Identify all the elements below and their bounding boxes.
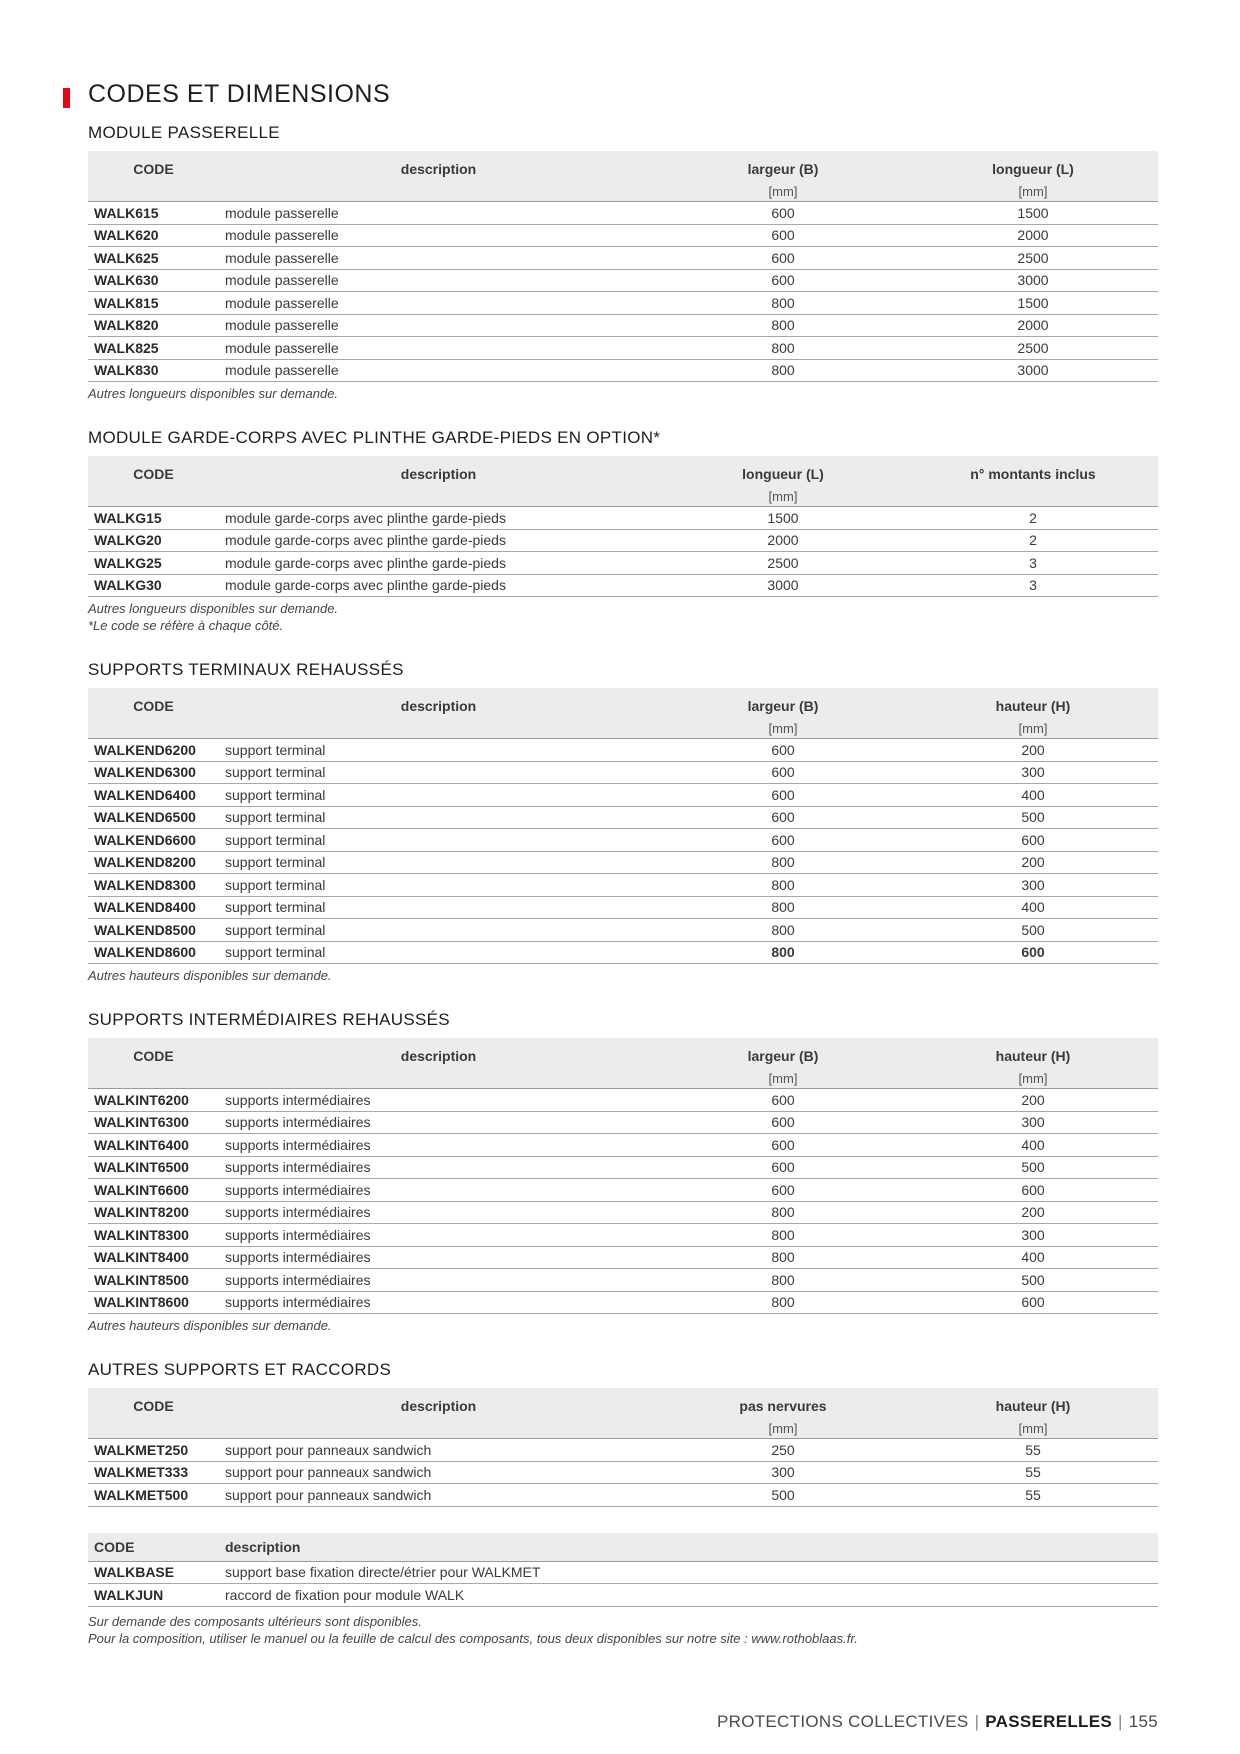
cell-code: WALKINT8500 bbox=[88, 1269, 219, 1292]
data-table bbox=[88, 688, 1158, 964]
cell-description: supports intermédiaires bbox=[219, 1291, 658, 1314]
cell-value: 600 bbox=[658, 224, 908, 247]
header-code: CODE bbox=[88, 1533, 219, 1562]
cell-description: supports intermédiaires bbox=[219, 1246, 658, 1269]
cell-description: support terminal bbox=[219, 896, 658, 919]
cell-description: support terminal bbox=[219, 739, 658, 762]
table-row bbox=[88, 247, 1158, 270]
cell-description: supports intermédiaires bbox=[219, 1201, 658, 1224]
cell-description: module passerelle bbox=[219, 202, 658, 225]
note-line: Autres longueurs disponibles sur demande. bbox=[88, 386, 339, 401]
table-row bbox=[88, 896, 1158, 919]
table-section bbox=[88, 1360, 1158, 1507]
cell-description: module garde-corps avec plinthe garde-pieds bbox=[219, 507, 658, 530]
cell-value: 2500 bbox=[658, 552, 908, 575]
cell-value: 3 bbox=[908, 552, 1158, 575]
cell-value: 600 bbox=[658, 806, 908, 829]
cell-value: 200 bbox=[908, 851, 1158, 874]
cell-value: 400 bbox=[908, 1134, 1158, 1157]
unit-label: [mm] bbox=[658, 715, 908, 739]
cell-value: 250 bbox=[658, 1439, 908, 1462]
unit-label bbox=[88, 178, 219, 202]
cell-value: 600 bbox=[658, 1179, 908, 1202]
header-description: description bbox=[219, 1533, 1158, 1562]
cell-value: 1500 bbox=[908, 202, 1158, 225]
cell-code: WALK625 bbox=[88, 247, 219, 270]
cell-description: module passerelle bbox=[219, 359, 658, 382]
cell-description: support terminal bbox=[219, 806, 658, 829]
cell-code: WALKEND6200 bbox=[88, 739, 219, 762]
header-col-3: largeur (B) bbox=[658, 151, 908, 178]
cell-value: 600 bbox=[658, 1111, 908, 1134]
unit-label bbox=[219, 483, 658, 507]
cell-code: WALKG30 bbox=[88, 574, 219, 597]
header-code: CODE bbox=[88, 1388, 219, 1415]
cell-value: 800 bbox=[658, 337, 908, 360]
table-row bbox=[88, 1584, 1158, 1607]
cell-code: WALKEND8200 bbox=[88, 851, 219, 874]
cell-code: WALKG25 bbox=[88, 552, 219, 575]
header-col-4: hauteur (H) bbox=[908, 688, 1158, 715]
unit-label bbox=[908, 483, 1158, 507]
cell-value: 300 bbox=[908, 1224, 1158, 1247]
note-line: *Le code se réfère à chaque côté. bbox=[88, 618, 284, 633]
note-line: Sur demande des composants ultérieurs sont disponibles. bbox=[88, 1613, 422, 1629]
cell-value: 2000 bbox=[658, 529, 908, 552]
cell-value: 2000 bbox=[908, 314, 1158, 337]
section-heading: SUPPORTS TERMINAUX REHAUSSÉS bbox=[88, 660, 404, 679]
table-row bbox=[88, 1201, 1158, 1224]
header-code: CODE bbox=[88, 151, 219, 178]
cell-description: module garde-corps avec plinthe garde-pieds bbox=[219, 552, 658, 575]
table-row bbox=[88, 1111, 1158, 1134]
cell-value: 500 bbox=[658, 1484, 908, 1507]
footer-separator: | bbox=[1118, 1712, 1123, 1731]
unit-label bbox=[219, 1415, 658, 1439]
cell-value: 300 bbox=[908, 874, 1158, 897]
header-col-3: longueur (L) bbox=[658, 456, 908, 483]
note-line: Autres longueurs disponibles sur demande. bbox=[88, 601, 339, 616]
cell-code: WALKINT6300 bbox=[88, 1111, 219, 1134]
table-row bbox=[88, 359, 1158, 382]
table-row bbox=[88, 1179, 1158, 1202]
table-row bbox=[88, 224, 1158, 247]
cell-value: 2 bbox=[908, 507, 1158, 530]
cell-code: WALKEND6500 bbox=[88, 806, 219, 829]
page-title-row bbox=[88, 80, 1158, 109]
cell-description: module passerelle bbox=[219, 224, 658, 247]
unit-label bbox=[219, 1065, 658, 1089]
unit-label bbox=[88, 483, 219, 507]
footer-separator: | bbox=[974, 1712, 980, 1731]
table-row bbox=[88, 1156, 1158, 1179]
cell-description: supports intermédiaires bbox=[219, 1089, 658, 1112]
unit-label: [mm] bbox=[908, 1065, 1158, 1089]
cell-description: support terminal bbox=[219, 761, 658, 784]
header-col-3: largeur (B) bbox=[658, 1038, 908, 1065]
table-row bbox=[88, 314, 1158, 337]
cell-value: 600 bbox=[658, 202, 908, 225]
data-table bbox=[88, 1388, 1158, 1507]
cell-value: 600 bbox=[658, 269, 908, 292]
cell-value: 800 bbox=[658, 1269, 908, 1292]
cell-code: WALKEND8300 bbox=[88, 874, 219, 897]
table-row bbox=[88, 1134, 1158, 1157]
cell-value: 800 bbox=[658, 359, 908, 382]
cell-value: 600 bbox=[908, 941, 1158, 964]
table-row bbox=[88, 1561, 1158, 1584]
unit-label: [mm] bbox=[908, 178, 1158, 202]
cell-code: WALKJUN bbox=[88, 1584, 219, 1607]
cell-value: 800 bbox=[658, 851, 908, 874]
cell-code: WALKINT8200 bbox=[88, 1201, 219, 1224]
cell-value: 300 bbox=[658, 1461, 908, 1484]
header-description: description bbox=[219, 456, 658, 483]
note-line: Pour la composition, utiliser le manuel ou la feuille de calcul des composants, tous deux disponibles sur notre site : www.rothoblaas.fr. bbox=[88, 1630, 858, 1646]
cell-value: 400 bbox=[908, 896, 1158, 919]
table-row bbox=[88, 529, 1158, 552]
table-row bbox=[88, 1461, 1158, 1484]
cell-value: 800 bbox=[658, 919, 908, 942]
cell-description: module garde-corps avec plinthe garde-pieds bbox=[219, 574, 658, 597]
cell-value: 200 bbox=[908, 1089, 1158, 1112]
cell-value: 200 bbox=[908, 1201, 1158, 1224]
cell-value: 2 bbox=[908, 529, 1158, 552]
cell-description: raccord de fixation pour module WALK bbox=[219, 1584, 1158, 1607]
cell-description: supports intermédiaires bbox=[219, 1134, 658, 1157]
table-row bbox=[88, 1291, 1158, 1314]
note-line: Autres hauteurs disponibles sur demande. bbox=[88, 968, 332, 983]
cell-value: 800 bbox=[658, 896, 908, 919]
page-number: 155 bbox=[1128, 1712, 1158, 1731]
header-col-4: n° montants inclus bbox=[908, 456, 1158, 483]
table-row bbox=[88, 1089, 1158, 1112]
header-description: description bbox=[219, 688, 658, 715]
cell-value: 1500 bbox=[658, 507, 908, 530]
cell-value: 800 bbox=[658, 1246, 908, 1269]
cell-code: WALKEND6400 bbox=[88, 784, 219, 807]
data-table bbox=[88, 456, 1158, 597]
header-col-4: longueur (L) bbox=[908, 151, 1158, 178]
section-heading: MODULE GARDE-CORPS AVEC PLINTHE GARDE-PIEDS EN OPTION* bbox=[88, 428, 661, 447]
cell-description: support terminal bbox=[219, 784, 658, 807]
cell-code: WALK830 bbox=[88, 359, 219, 382]
cell-value: 400 bbox=[908, 784, 1158, 807]
cell-value: 2500 bbox=[908, 337, 1158, 360]
cell-value: 400 bbox=[908, 1246, 1158, 1269]
table-row bbox=[88, 919, 1158, 942]
cell-value: 2500 bbox=[908, 247, 1158, 270]
cell-value: 55 bbox=[908, 1484, 1158, 1507]
cell-code: WALK620 bbox=[88, 224, 219, 247]
cell-code: WALKMET333 bbox=[88, 1461, 219, 1484]
cell-value: 3000 bbox=[658, 574, 908, 597]
table-row bbox=[88, 337, 1158, 360]
table-row bbox=[88, 851, 1158, 874]
cell-description: support terminal bbox=[219, 874, 658, 897]
cell-value: 2000 bbox=[908, 224, 1158, 247]
cell-description: supports intermédiaires bbox=[219, 1156, 658, 1179]
cell-value: 3000 bbox=[908, 269, 1158, 292]
cell-value: 500 bbox=[908, 1156, 1158, 1179]
table-section bbox=[88, 428, 1158, 634]
page-title: CODES ET DIMENSIONS bbox=[88, 80, 391, 108]
table-row bbox=[88, 1224, 1158, 1247]
cell-description: support terminal bbox=[219, 941, 658, 964]
table-row bbox=[88, 829, 1158, 852]
table-row bbox=[88, 874, 1158, 897]
cell-code: WALKINT8600 bbox=[88, 1291, 219, 1314]
cell-code: WALKINT6200 bbox=[88, 1089, 219, 1112]
table-row bbox=[88, 784, 1158, 807]
cell-value: 800 bbox=[658, 314, 908, 337]
cell-code: WALKMET500 bbox=[88, 1484, 219, 1507]
table-row bbox=[88, 1484, 1158, 1507]
cell-value: 600 bbox=[908, 829, 1158, 852]
table-row bbox=[88, 761, 1158, 784]
unit-label: [mm] bbox=[908, 1415, 1158, 1439]
header-col-3: pas nervures bbox=[658, 1388, 908, 1415]
table-row bbox=[88, 1246, 1158, 1269]
simple-table-section bbox=[88, 1533, 1158, 1647]
cell-description: support terminal bbox=[219, 851, 658, 874]
cell-value: 600 bbox=[658, 1134, 908, 1157]
cell-code: WALKEND8500 bbox=[88, 919, 219, 942]
header-col-4: hauteur (H) bbox=[908, 1388, 1158, 1415]
table-row bbox=[88, 269, 1158, 292]
cell-code: WALKINT8300 bbox=[88, 1224, 219, 1247]
cell-value: 600 bbox=[658, 829, 908, 852]
cell-value: 800 bbox=[658, 1291, 908, 1314]
data-table bbox=[88, 1038, 1158, 1314]
cell-value: 1500 bbox=[908, 292, 1158, 315]
cell-value: 600 bbox=[658, 1089, 908, 1112]
header-description: description bbox=[219, 1038, 658, 1065]
red-accent-mark bbox=[63, 88, 70, 108]
footer-section: PASSERELLES bbox=[985, 1712, 1113, 1731]
cell-code: WALK815 bbox=[88, 292, 219, 315]
cell-description: module passerelle bbox=[219, 247, 658, 270]
cell-description: support pour panneaux sandwich bbox=[219, 1439, 658, 1462]
cell-description: support pour panneaux sandwich bbox=[219, 1461, 658, 1484]
cell-description: module passerelle bbox=[219, 292, 658, 315]
cell-code: WALK615 bbox=[88, 202, 219, 225]
table-row bbox=[88, 507, 1158, 530]
table-section bbox=[88, 123, 1158, 402]
unit-label: [mm] bbox=[658, 178, 908, 202]
section-heading: SUPPORTS INTERMÉDIAIRES REHAUSSÉS bbox=[88, 1010, 450, 1029]
table-row bbox=[88, 739, 1158, 762]
cell-description: support base fixation directe/étrier pour WALKMET bbox=[219, 1561, 1158, 1584]
cell-code: WALK630 bbox=[88, 269, 219, 292]
table-row bbox=[88, 806, 1158, 829]
cell-code: WALKMET250 bbox=[88, 1439, 219, 1462]
cell-value: 3 bbox=[908, 574, 1158, 597]
cell-value: 600 bbox=[658, 761, 908, 784]
cell-description: support terminal bbox=[219, 919, 658, 942]
table-row bbox=[88, 202, 1158, 225]
header-code: CODE bbox=[88, 1038, 219, 1065]
data-table bbox=[88, 151, 1158, 382]
unit-label bbox=[219, 715, 658, 739]
cell-code: WALKINT6600 bbox=[88, 1179, 219, 1202]
unit-label bbox=[219, 178, 658, 202]
cell-value: 600 bbox=[658, 247, 908, 270]
header-description: description bbox=[219, 151, 658, 178]
page-footer bbox=[717, 1712, 1158, 1732]
cell-value: 55 bbox=[908, 1439, 1158, 1462]
cell-value: 800 bbox=[658, 941, 908, 964]
cell-value: 500 bbox=[908, 919, 1158, 942]
cell-code: WALKEND8400 bbox=[88, 896, 219, 919]
cell-value: 3000 bbox=[908, 359, 1158, 382]
unit-label bbox=[88, 715, 219, 739]
table-row bbox=[88, 292, 1158, 315]
cell-description: support terminal bbox=[219, 829, 658, 852]
cell-description: module passerelle bbox=[219, 269, 658, 292]
cell-description: supports intermédiaires bbox=[219, 1111, 658, 1134]
table-section bbox=[88, 1010, 1158, 1334]
unit-label: [mm] bbox=[658, 1415, 908, 1439]
cell-value: 600 bbox=[658, 739, 908, 762]
section-heading: MODULE PASSERELLE bbox=[88, 123, 280, 142]
cell-value: 800 bbox=[658, 874, 908, 897]
cell-code: WALK825 bbox=[88, 337, 219, 360]
unit-label: [mm] bbox=[658, 483, 908, 507]
cell-code: WALKINT6400 bbox=[88, 1134, 219, 1157]
cell-value: 55 bbox=[908, 1461, 1158, 1484]
table-row bbox=[88, 552, 1158, 575]
cell-description: supports intermédiaires bbox=[219, 1224, 658, 1247]
page-content bbox=[88, 80, 1158, 1673]
header-description: description bbox=[219, 1388, 658, 1415]
cell-code: WALKBASE bbox=[88, 1561, 219, 1584]
cell-value: 600 bbox=[658, 784, 908, 807]
header-col-4: hauteur (H) bbox=[908, 1038, 1158, 1065]
cell-code: WALKINT8400 bbox=[88, 1246, 219, 1269]
header-col-3: largeur (B) bbox=[658, 688, 908, 715]
cell-code: WALKG15 bbox=[88, 507, 219, 530]
note-line: Autres hauteurs disponibles sur demande. bbox=[88, 1318, 332, 1333]
cell-code: WALKINT6500 bbox=[88, 1156, 219, 1179]
table-section bbox=[88, 660, 1158, 984]
cell-value: 600 bbox=[908, 1291, 1158, 1314]
cell-value: 800 bbox=[658, 1201, 908, 1224]
unit-label: [mm] bbox=[908, 715, 1158, 739]
cell-code: WALK820 bbox=[88, 314, 219, 337]
footer-category: PROTECTIONS COLLECTIVES bbox=[717, 1712, 969, 1731]
unit-label bbox=[88, 1065, 219, 1089]
cell-value: 600 bbox=[658, 1156, 908, 1179]
cell-description: module passerelle bbox=[219, 337, 658, 360]
cell-code: WALKG20 bbox=[88, 529, 219, 552]
cell-value: 500 bbox=[908, 806, 1158, 829]
cell-value: 500 bbox=[908, 1269, 1158, 1292]
table-row bbox=[88, 941, 1158, 964]
cell-description: supports intermédiaires bbox=[219, 1269, 658, 1292]
header-code: CODE bbox=[88, 688, 219, 715]
cell-value: 800 bbox=[658, 292, 908, 315]
cell-value: 600 bbox=[908, 1179, 1158, 1202]
cell-value: 300 bbox=[908, 761, 1158, 784]
cell-description: module garde-corps avec plinthe garde-pieds bbox=[219, 529, 658, 552]
header-code: CODE bbox=[88, 456, 219, 483]
sections-container bbox=[88, 123, 1158, 1507]
cell-description: support pour panneaux sandwich bbox=[219, 1484, 658, 1507]
table-row bbox=[88, 574, 1158, 597]
section-heading: AUTRES SUPPORTS ET RACCORDS bbox=[88, 1360, 392, 1379]
cell-code: WALKEND6300 bbox=[88, 761, 219, 784]
cell-value: 300 bbox=[908, 1111, 1158, 1134]
cell-value: 800 bbox=[658, 1224, 908, 1247]
cell-description: supports intermédiaires bbox=[219, 1179, 658, 1202]
cell-description: module passerelle bbox=[219, 314, 658, 337]
table-row bbox=[88, 1269, 1158, 1292]
cell-value: 200 bbox=[908, 739, 1158, 762]
fixation-table bbox=[88, 1533, 1158, 1607]
cell-code: WALKEND6600 bbox=[88, 829, 219, 852]
unit-label: [mm] bbox=[658, 1065, 908, 1089]
table-row bbox=[88, 1439, 1158, 1462]
cell-code: WALKEND8600 bbox=[88, 941, 219, 964]
unit-label bbox=[88, 1415, 219, 1439]
